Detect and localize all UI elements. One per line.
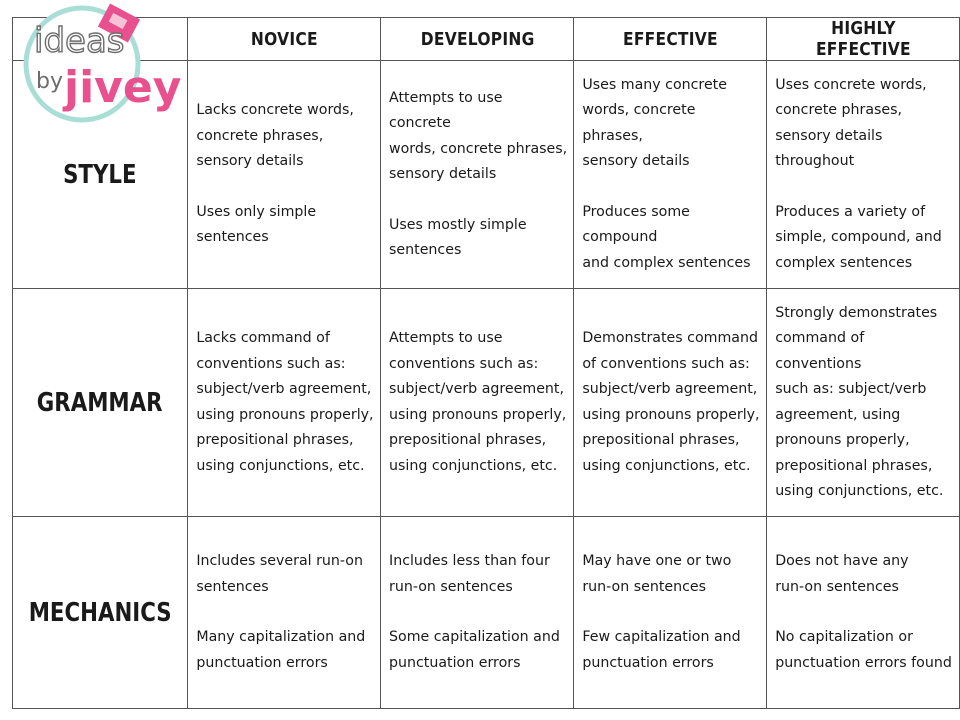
logo-word-ideas: ideas	[34, 21, 125, 61]
cell-text: Some capitalization and punctuation errors	[389, 629, 560, 671]
cell-text: Uses concrete words, concrete phrases, sensory details throughout	[775, 76, 927, 170]
cell-style-effective	[574, 61, 767, 289]
header-developing: DEVELOPING	[394, 18, 560, 61]
cell-mechanics-novice	[188, 517, 381, 709]
rubric-table	[12, 17, 960, 709]
criterion-style: STYLE	[13, 61, 188, 289]
cell-mechanics-effective	[574, 517, 767, 709]
cell-text: Does not have any run-on sentences	[775, 553, 909, 595]
cell-text: Lacks concrete words, concrete phrases, sensory details	[196, 102, 354, 170]
cell-grammar-highly-effective	[767, 289, 960, 517]
cell-text: Includes less than four run-on sentences	[389, 553, 550, 595]
cell-style-developing	[381, 61, 574, 289]
logo-word-jivey: jivey	[64, 62, 182, 113]
logo-word-by: by	[36, 69, 63, 94]
cell-style-novice	[188, 61, 381, 289]
cell-text: Produces some compound and complex sentences	[582, 203, 751, 271]
header-highly-effective: HIGHLY EFFECTIVE	[780, 18, 946, 61]
criterion-grammar: GRAMMAR	[13, 289, 188, 517]
ideas-by-jivey-logo	[20, 4, 182, 122]
header-effective: EFFECTIVE	[587, 18, 753, 61]
cell-text: Uses only simple sentences	[196, 203, 317, 246]
cell-text: Attempts to use concrete words, concrete phrases, sensory details	[389, 89, 568, 182]
cell-grammar-developing	[381, 289, 574, 517]
header-row	[13, 18, 960, 61]
cell-text: No capitalization or punctuation errors found	[775, 629, 952, 671]
cell-mechanics-highly-effective	[767, 517, 960, 709]
header-novice: NOVICE	[201, 18, 367, 61]
cell-text: Few capitalization and punctuation errors	[582, 629, 741, 671]
row-grammar	[13, 289, 960, 517]
criterion-mechanics: MECHANICS	[13, 517, 188, 709]
cell-grammar-effective	[574, 289, 767, 517]
cell-text: Uses many concrete words, concrete phrases, sensory details	[582, 76, 727, 170]
cell-grammar-novice	[188, 289, 381, 517]
cell-text: Uses mostly simple sentences	[389, 216, 527, 258]
cell-text: Produces a variety of simple, compound, and complex sentences	[775, 203, 942, 271]
cell-text: Attempts to use conventions such as: subject/verb agreement, using pronouns properly, prepositional phrases, using conjunctions, etc.	[389, 330, 567, 474]
row-mechanics	[13, 517, 960, 709]
cell-text: May have one or two run-on sentences	[582, 553, 732, 595]
cell-text: Includes several run-on sentences	[196, 553, 363, 595]
cell-style-highly-effective	[767, 61, 960, 289]
cell-text: Strongly demonstrates command of conventions such as: subject/verb agreement, using pronouns properly, prepositional phrases, using conjunctions, etc.	[775, 304, 944, 499]
cell-text: Many capitalization and punctuation errors	[196, 629, 366, 671]
cell-text: Demonstrates command of conventions such as: subject/verb agreement, using pronouns properly, prepositional phrases, using conjunctions, etc.	[582, 330, 760, 474]
cell-mechanics-developing	[381, 517, 574, 709]
cell-text: Lacks command of conventions such as: subject/verb agreement, using pronouns properly, prepositional phrases, using conjunctions, etc.	[196, 330, 374, 474]
